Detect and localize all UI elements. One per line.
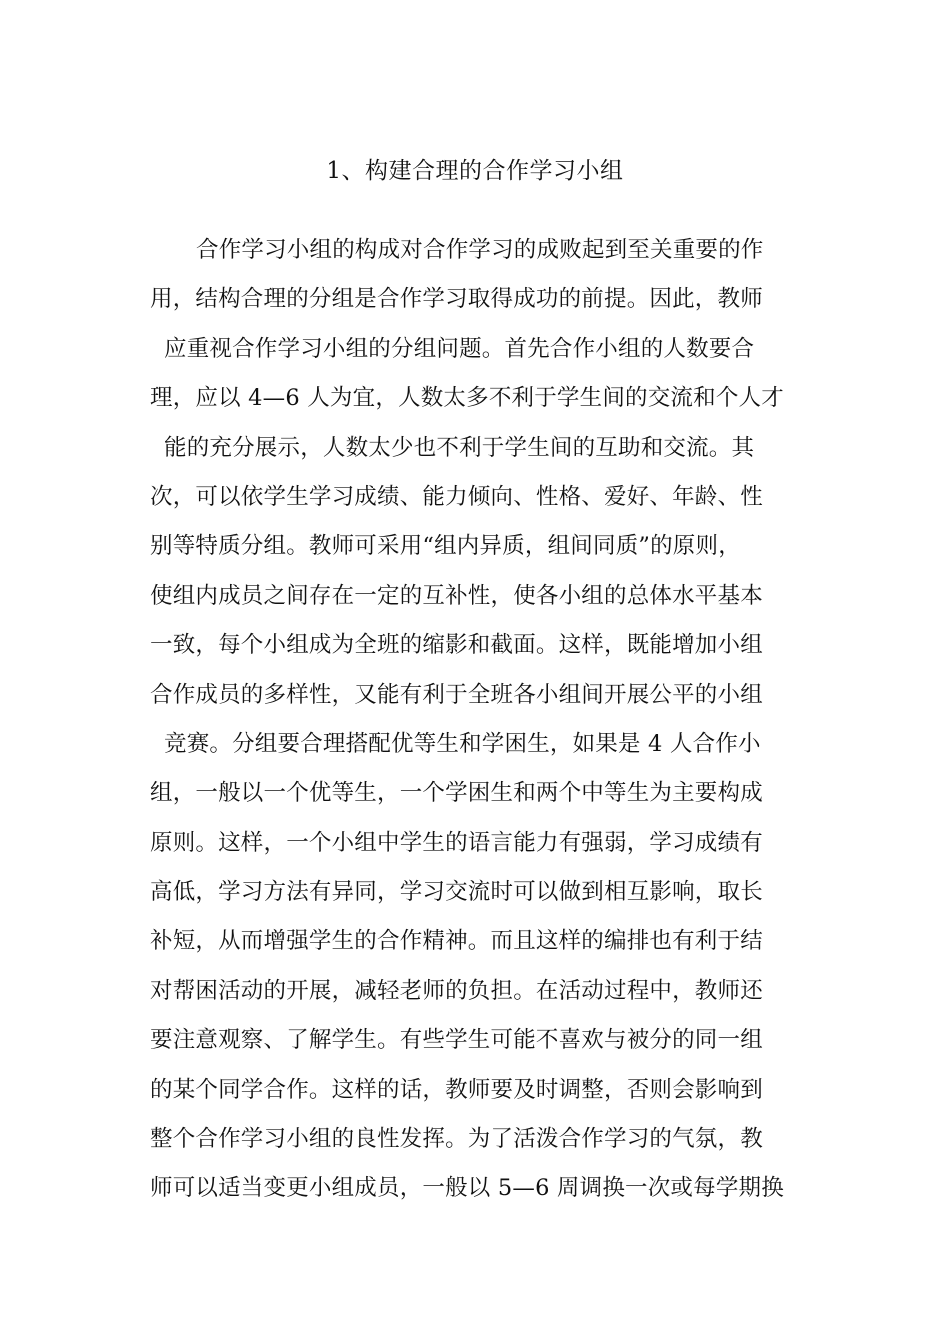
- text-line: 组，一般以一个优等生，一个学困生和两个中等生为主要构成: [150, 780, 763, 807]
- text-line: 次，可以依学生学习成绩、能力倾向、性格、爱好、年龄、性: [150, 483, 763, 510]
- text-line: 高低，学习方法有异同，学习交流时可以做到相互影响，取长: [150, 879, 763, 906]
- text-line: 的某个同学合作。这样的话，教师要及时调整，否则会影响到: [150, 1076, 763, 1103]
- text-line: 要注意观察、了解学生。有些学生可能不喜欢与被分的同一组: [150, 1027, 763, 1054]
- text-line: 对帮困活动的开展，减轻老师的负担。在活动过程中，教师还: [150, 977, 763, 1004]
- section-heading: 1、构建合理的合作学习小组: [326, 158, 624, 184]
- text-line: 使组内成员之间存在一定的互补性，使各小组的总体水平基本: [150, 582, 763, 609]
- text-line: 一致，每个小组成为全班的缩影和截面。这样，既能增加小组: [150, 632, 763, 659]
- body-paragraph: [150, 233, 810, 1221]
- text-line: 合作成员的多样性，又能有利于全班各小组间开展公平的小组: [150, 681, 763, 708]
- text-line: 合作学习小组的构成对合作学习的成败起到至关重要的作: [196, 237, 764, 263]
- text-line: 师可以适当变更小组成员，一般以 5—6 周调换一次或每学期换: [150, 1175, 784, 1202]
- text-line: 应重视合作学习小组的分组问题。首先合作小组的人数要合: [164, 335, 755, 362]
- text-line: 补短，从而增强学生的合作精神。而且这样的编排也有利于结: [150, 928, 763, 955]
- text-line: 原则。这样，一个小组中学生的语言能力有强弱，学习成绩有: [150, 829, 763, 856]
- text-line: 整个合作学习小组的良性发挥。为了活泼合作学习的气氛，教: [150, 1126, 763, 1153]
- text-line: 竞赛。分组要合理搭配优等生和学困生，如果是 4 人合作小: [164, 730, 761, 757]
- text-line: 用，结构合理的分组是合作学习取得成功的前提。因此，教师: [150, 286, 763, 313]
- text-line: 能的充分展示，人数太少也不利于学生间的互助和交流。其: [164, 434, 755, 461]
- text-line: 理，应以 4—6 人为宜，人数太多不利于学生间的交流和个人才: [150, 385, 784, 412]
- text-line: 别等特质分组。教师可采用“组内异质，组间同质”的原则，: [150, 533, 741, 560]
